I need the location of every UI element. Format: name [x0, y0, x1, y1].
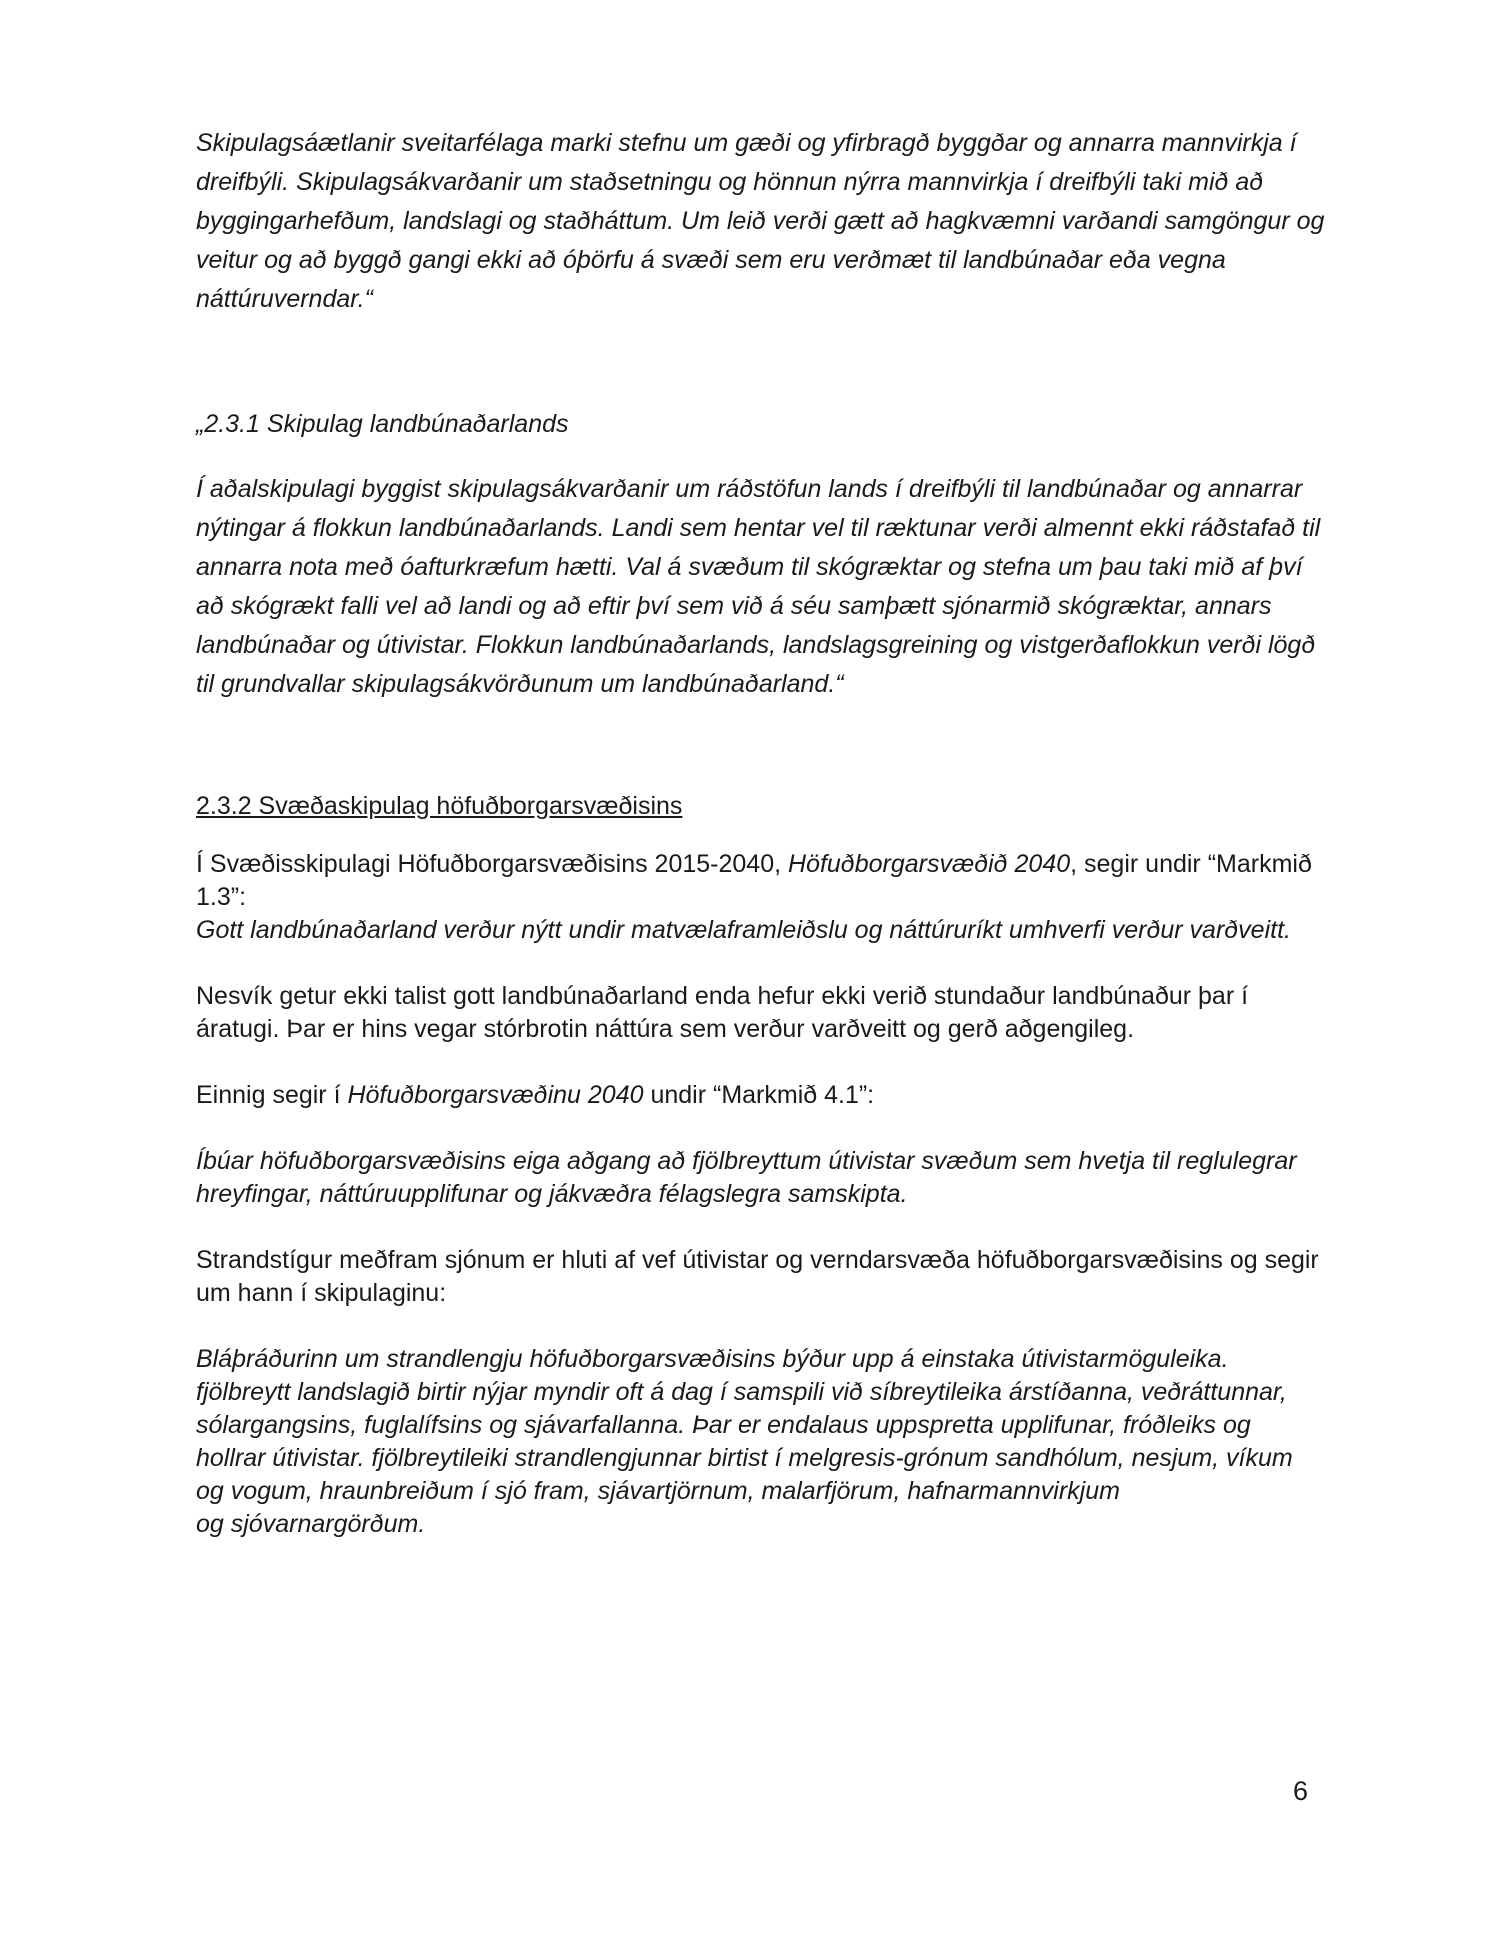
quote-paragraph-2: Í aðalskipulagi byggist skipulagsákvarðanir um ráðstöfun lands í dreifbýli til landbúnaðar og annarrar nýtingar á flokkun landbúnaðarlands. Landi sem hentar vel til ræktunar verði almennt ekki ráðstafað til annarra nota með óafturkræfum hætti. Val á svæðum til skógræktar og stefna um þau taki mið af því að skógrækt falli vel að landi og að eftir því sem við á séu samþætt sjónarmið skógræktar, annars landbúnaðar og útivistar. Flokkun landbúnaðarlands, landslagsgreining og vistgerðaflokkun verði lögð til grundvallar skipulagsákvörðunum um landbúnaðarland.“	[196, 475, 1321, 698]
spacer	[196, 444, 1326, 470]
goal-quote-1-3: Gott landbúnaðarland verður nýtt undir matvælaframleiðslu og náttúruríkt umhverfi verður varðveitt.	[196, 916, 1291, 944]
intro-text-c: , segir undir “Markmið 1.3”:	[196, 850, 1312, 911]
body-paragraph-strandstigur: Strandstígur meðfram sjónum er hluti af vef útivistar og verndarsvæða höfuðborgarsvæðisins og segir um hann í skipulaginu:	[196, 1246, 1319, 1307]
body-paragraph-nesvik: Nesvík getur ekki talist gott landbúnaðarland enda hefur ekki verið stundaður landbúnaður þar í áratugi. Þar er hins vegar stórbrotin náttúra sem verður varðveitt og gerð aðgengileg.	[196, 982, 1249, 1043]
section-heading-2-3-1: „2.3.1 Skipulag landbúnaðarlands	[196, 410, 569, 438]
goal-text-c: undir “Markmið 4.1”:	[643, 1081, 875, 1109]
spacer	[196, 1046, 1326, 1079]
spacer	[196, 1310, 1326, 1343]
intro-plan-title: Höfuðborgarsvæðið 2040	[788, 850, 1071, 878]
goal-plan-title: Höfuðborgarsvæðinu 2040	[347, 1081, 644, 1109]
goal-text-a: Einnig segir í	[196, 1081, 348, 1109]
document-page	[196, 124, 1326, 1541]
spacer	[196, 704, 1326, 790]
spacer	[196, 947, 1326, 980]
intro-text-a: Í Svæðisskipulagi Höfuðborgarsvæðisins 2015-2040,	[196, 850, 788, 878]
spacer	[196, 823, 1326, 848]
quote-paragraph-blathradurinn: Bláþráðurinn um strandlengju höfuðborgarsvæðisins býður upp á einstaka útivistarmöguleika. fjölbreytt landslagið birtir nýjar myndir oft á dag í samspili við síbreytileika árstíðanna, veðráttunnar, sólargangsins, fuglalífsins og sjávarfallanna. Þar er endalaus uppspretta upplifunar, fróðleiks og hollrar útivistar. fjölbreytileiki strandlengjunnar birtist í melgresis-grónum sandhólum, nesjum, víkum og vogum, hraunbreiðum í sjó fram, sjávartjörnum, malarfjörum, hafnarmannvirkjum	[196, 1345, 1293, 1505]
quote-paragraph-1: Skipulagsáætlanir sveitarfélaga marki stefnu um gæði og yfirbragð byggðar og annarra mannvirkja í dreifbýli. Skipulagsákvarðanir um staðsetningu og hönnun nýrra mannvirkja í dreifbýli taki mið að byggingarhefðum, landslagi og staðháttum. Um leið verði gætt að hagkvæmni varðandi samgöngur og veitur og að byggð gangi ekki að óþörfu á svæði sem eru verðmæt til landbúnaðar eða vegna náttúruverndar.“	[196, 129, 1325, 313]
section-heading-2-3-2: 2.3.2 Svæðaskipulag höfuðborgarsvæðisins	[196, 792, 683, 820]
body-paragraph-goal-4-1	[196, 1079, 1326, 1112]
goal-quote-4-1: Íbúar höfuðborgarsvæðisins eiga aðgang að fjölbreyttum útivistar svæðum sem hvetja til reglulegrar hreyfingar, náttúruupplifunar og jákvæðra félagslegra samskipta.	[196, 1147, 1297, 1208]
spacer	[196, 319, 1326, 405]
page-number: 6	[1292, 1776, 1308, 1806]
body-paragraph-intro	[196, 848, 1326, 914]
spacer	[196, 1211, 1326, 1244]
spacer	[196, 1112, 1326, 1145]
quote-paragraph-blathradurinn-last-line: og sjóvarnargörðum.	[196, 1510, 426, 1538]
